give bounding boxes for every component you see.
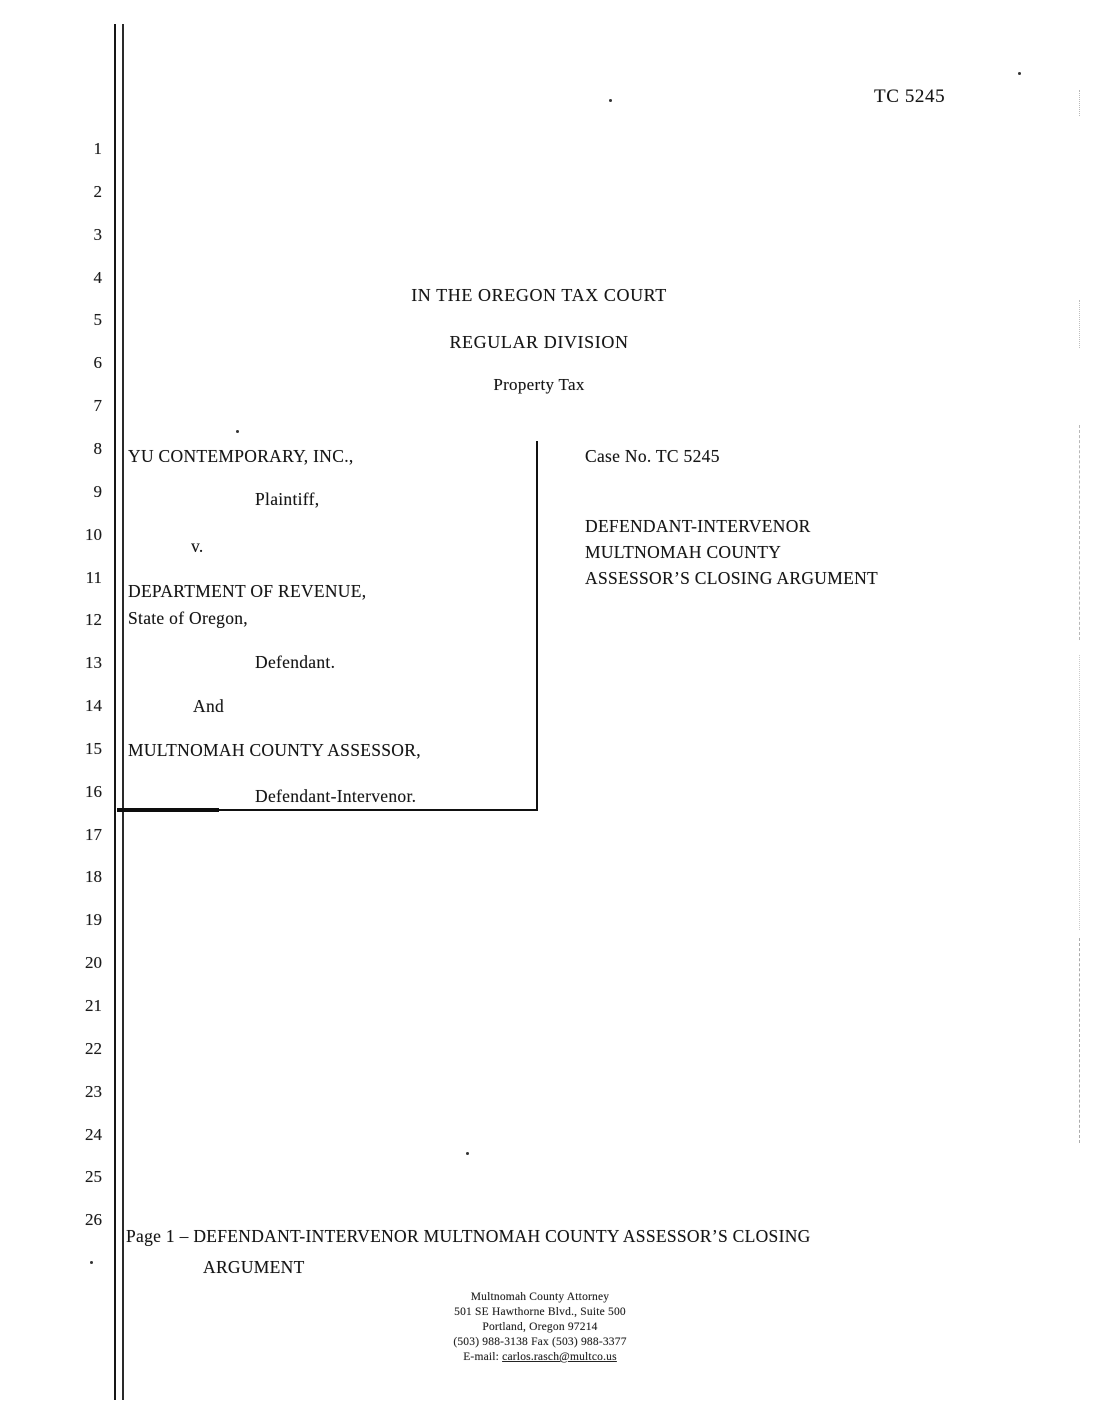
line-number: 12 [85, 610, 102, 630]
scan-artifact-line [1079, 655, 1080, 930]
attorney-phone-fax: (503) 988-3138 Fax (503) 988-3377 [453, 1336, 627, 1348]
plaintiff-designation: Plaintiff, [255, 489, 320, 509]
attorney-email: carlos.rasch@multco.us [502, 1351, 617, 1363]
scan-artifact-line [1079, 425, 1080, 640]
line-number: 21 [85, 996, 102, 1015]
intervenor-name: MULTNOMAH COUNTY ASSESSOR, [128, 740, 421, 760]
line-number: 10 [85, 524, 102, 544]
line-number: 23 [85, 1081, 102, 1101]
line-number: 5 [93, 310, 102, 330]
line-number: 11 [85, 567, 102, 587]
document-title-line1: DEFENDANT-INTERVENOR [585, 516, 811, 536]
caption-box-bottom-border-thick-segment [117, 808, 219, 812]
scan-speck [236, 430, 239, 433]
versus: v. [191, 536, 204, 556]
line-number: 14 [85, 696, 102, 716]
caption-box-right-border [536, 441, 538, 811]
scan-artifact-line [1079, 90, 1080, 116]
attorney-email-line [0, 1351, 1080, 1363]
margin-rule-outer [114, 24, 116, 1400]
line-number: 7 [93, 396, 102, 416]
line-number: 18 [85, 867, 102, 887]
attorney-email-label: E-mail: [463, 1351, 503, 1363]
defendant-name-line2: State of Oregon, [128, 608, 248, 628]
line-number: 8 [93, 438, 102, 458]
case-type: Property Tax [493, 375, 585, 394]
conjunction-and: And [193, 696, 225, 716]
page-footer-line1: Page 1 – DEFENDANT-INTERVENOR MULTNOMAH COUNTY ASSESSOR’S CLOSING [126, 1226, 811, 1246]
scan-speck [1018, 72, 1021, 75]
scan-artifact-line [1079, 300, 1080, 348]
defendant-designation: Defendant. [255, 652, 336, 672]
line-number: 26 [85, 1210, 102, 1230]
line-number: 24 [85, 1124, 102, 1144]
line-number: 4 [93, 267, 102, 287]
line-number: 25 [85, 1167, 102, 1187]
intervenor-designation: Defendant-Intervenor. [255, 786, 417, 806]
line-number: 19 [85, 910, 102, 930]
line-number: 16 [85, 781, 102, 801]
attorney-address-line2: Portland, Oregon 97214 [482, 1321, 598, 1333]
page-footer-line2: ARGUMENT [203, 1257, 305, 1277]
attorney-name: Multnomah County Attorney [470, 1291, 610, 1303]
scan-artifact-line [1079, 938, 1080, 1143]
line-number: 9 [93, 481, 102, 501]
case-tag: TC 5245 [874, 86, 946, 107]
division-name: REGULAR DIVISION [449, 332, 629, 352]
case-number: Case No. TC 5245 [585, 446, 720, 466]
line-number: 3 [93, 224, 102, 244]
line-number: 1 [93, 139, 102, 158]
scan-speck [609, 99, 612, 102]
line-number: 2 [93, 181, 102, 201]
line-number: 13 [85, 653, 102, 673]
document-title-line2: MULTNOMAH COUNTY [585, 542, 782, 562]
scan-speck [90, 1261, 93, 1264]
document-title-line3: ASSESSOR’S CLOSING ARGUMENT [585, 568, 879, 588]
margin-rule-inner [122, 24, 124, 1400]
line-number: 20 [85, 953, 102, 973]
defendant-name-line1: DEPARTMENT OF REVENUE, [128, 581, 367, 601]
line-number: 15 [85, 738, 102, 758]
line-number: 6 [93, 353, 102, 373]
line-number: 22 [85, 1038, 102, 1058]
scan-speck [466, 1152, 469, 1155]
court-name: IN THE OREGON TAX COURT [411, 285, 667, 305]
attorney-address-line1: 501 SE Hawthorne Blvd., Suite 500 [454, 1306, 626, 1318]
line-number: 17 [85, 824, 102, 844]
plaintiff-name: YU CONTEMPORARY, INC., [128, 446, 354, 466]
